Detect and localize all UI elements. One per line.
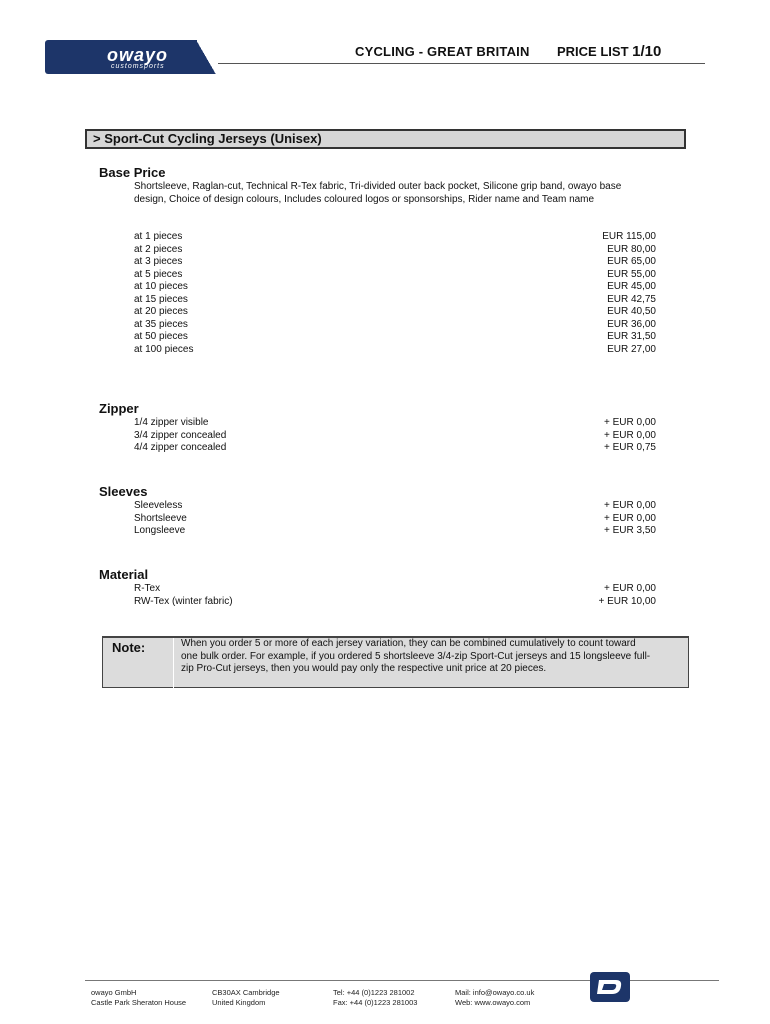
table-row xyxy=(134,256,656,269)
row-price: + EUR 0,00 xyxy=(604,429,656,441)
sleeves-table xyxy=(134,500,656,538)
row-label: at 20 pieces xyxy=(134,306,188,317)
table-row xyxy=(134,442,656,455)
table-row xyxy=(134,583,656,596)
row-price: + EUR 10,00 xyxy=(598,595,656,607)
row-price: + EUR 0,00 xyxy=(604,512,656,524)
footer-line: Tel: +44 (0)1223 281002 xyxy=(333,988,415,997)
footer-line: CB30AX Cambridge xyxy=(212,988,280,997)
table-row xyxy=(134,306,656,319)
row-label: at 1 pieces xyxy=(134,231,183,242)
table-row xyxy=(134,500,656,513)
footer-company xyxy=(91,988,186,1008)
logo-tagline: customsports xyxy=(111,63,165,70)
footer-address xyxy=(212,988,280,1008)
row-label: 3/4 zipper concealed xyxy=(134,429,227,441)
base-price-description: Shortsleeve, Raglan-cut, Technical R-Tex fabric, Tri-divided outer back pocket, Silicone grip band, owayo base design, Choice of design colours, Includes coloured logos or sponsorships, Rider name and Team name xyxy=(134,181,622,205)
zipper-table xyxy=(134,417,656,455)
page-indicator xyxy=(557,43,661,60)
row-price: + EUR 0,75 xyxy=(604,442,656,453)
page-label: PRICE LIST xyxy=(557,44,629,59)
table-row xyxy=(134,281,656,294)
material-table xyxy=(134,583,656,608)
logo-wordmark: owayo xyxy=(107,45,169,65)
note-box xyxy=(102,636,689,688)
note-divider xyxy=(173,638,174,688)
footer-line: Fax: +44 (0)1223 281003 xyxy=(333,998,418,1007)
table-row xyxy=(134,331,656,344)
owayo-logo xyxy=(45,40,218,74)
row-label: 1/4 zipper visible xyxy=(134,417,209,428)
base-price-table xyxy=(134,231,656,356)
table-row xyxy=(134,231,656,244)
base-price-title: Base Price xyxy=(99,165,166,180)
material-title: Material xyxy=(99,567,149,582)
row-label: at 3 pieces xyxy=(134,256,183,267)
row-price: EUR 40,50 xyxy=(607,306,656,317)
table-row xyxy=(134,525,656,538)
owayo-emblem-icon xyxy=(590,972,630,1002)
document-title: CYCLING - GREAT BRITAIN xyxy=(355,44,530,59)
row-label: R-Tex xyxy=(134,583,161,594)
note-label: Note: xyxy=(112,640,146,655)
row-price: EUR 31,50 xyxy=(607,331,656,342)
row-label: Shortsleeve xyxy=(134,512,187,524)
footer-contact xyxy=(455,988,534,1008)
row-label: at 15 pieces xyxy=(134,293,188,305)
row-price: + EUR 0,00 xyxy=(604,500,656,511)
row-label: at 2 pieces xyxy=(134,243,183,255)
zipper-title: Zipper xyxy=(99,401,139,416)
section-title: > Sport-Cut Cycling Jerseys (Unisex) xyxy=(85,129,686,149)
table-row xyxy=(134,344,656,357)
row-label: at 5 pieces xyxy=(134,268,183,280)
table-row xyxy=(134,417,656,430)
table-row xyxy=(134,513,656,526)
row-label: Longsleeve xyxy=(134,525,186,536)
table-row xyxy=(134,319,656,332)
table-row xyxy=(134,294,656,307)
row-label: at 10 pieces xyxy=(134,281,188,292)
row-price: EUR 45,00 xyxy=(607,281,656,292)
row-price: EUR 80,00 xyxy=(607,243,656,255)
footer-line: owayo GmbH xyxy=(91,988,137,997)
footer-line: Castle Park Sheraton House xyxy=(91,998,187,1007)
table-row xyxy=(134,430,656,443)
row-price: EUR 65,00 xyxy=(607,256,656,267)
row-label: at 50 pieces xyxy=(134,331,188,342)
table-row xyxy=(134,269,656,282)
header-divider xyxy=(218,63,705,64)
row-price: EUR 115,00 xyxy=(602,231,656,242)
row-price: EUR 42,75 xyxy=(607,293,656,305)
row-label: Sleeveless xyxy=(134,500,183,511)
footer-line: Web: www.owayo.com xyxy=(455,998,531,1007)
row-price: EUR 36,00 xyxy=(607,318,656,330)
sleeves-title: Sleeves xyxy=(99,484,148,499)
row-label: RW-Tex (winter fabric) xyxy=(134,595,233,607)
footer-line: Mail: info@owayo.co.uk xyxy=(455,988,535,997)
row-label: at 35 pieces xyxy=(134,318,188,330)
table-row xyxy=(134,244,656,257)
footer-line: United Kingdom xyxy=(212,998,266,1007)
row-price: + EUR 0,00 xyxy=(604,417,656,428)
table-row xyxy=(134,596,656,609)
row-price: + EUR 0,00 xyxy=(604,583,656,594)
footer-phone xyxy=(333,988,417,1008)
row-price: + EUR 3,50 xyxy=(604,525,656,536)
row-label: at 100 pieces xyxy=(134,343,194,355)
row-price: EUR 27,00 xyxy=(607,343,656,355)
note-text: When you order 5 or more of each jersey variation, they can be combined cumulatively to count toward one bulk order. For example, if you ordered 5 shortsleeve 3/4-zip Sport-Cut jerseys and 15 longsleeve full-zip Pro-Cut jerseys, then you would pay only the respective unit price at 20 pieces. xyxy=(181,638,651,674)
page-number: 1/10 xyxy=(632,43,662,60)
row-label: 4/4 zipper concealed xyxy=(134,442,227,453)
row-price: EUR 55,00 xyxy=(607,268,656,280)
